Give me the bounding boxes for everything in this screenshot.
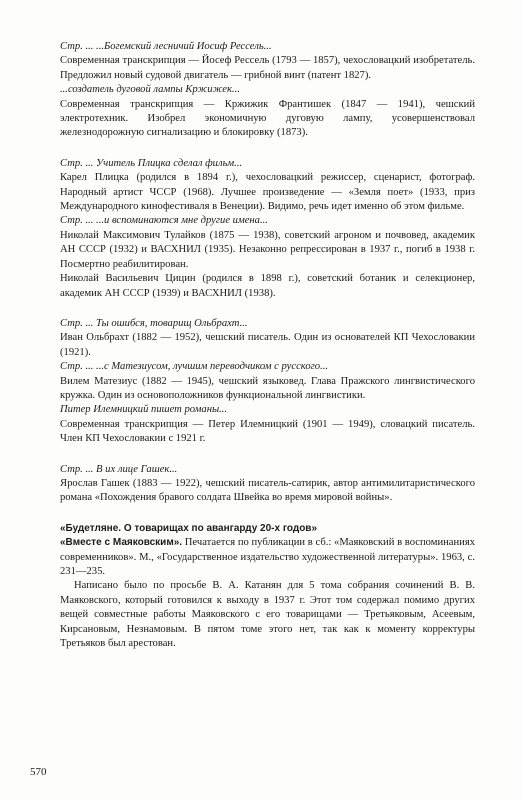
section-title: «Будетляне. О товарищах по авангарду 20-х годов» (60, 522, 318, 534)
section-lead (60, 536, 475, 579)
note-text: Современная транскрипция — Петер Илемницкий (1901 — 1949), словацкий писатель. Член КП Чехословакии с 1921 г. (60, 418, 475, 445)
note-text: Карел Плицка (родился в 1894 г.), чехословацкий режиссер, сценарист, фотограф. Народный артист ЧССР (1968). Лучшее произведение — «Земля поет» (1933, приз Международного кинофестиваля в Венеции). Видимо, речь идет именно об этом фильме. (60, 172, 475, 213)
notes-group-4 (60, 463, 475, 506)
note-text: Современная транскрипция — Кржижик Франтишек (1847 — 1941), чешский электротехник. Изобрел экономичную дуговую лампу, усовершенствовал железнодорожную сигнализацию и блокировку (1873). (60, 98, 475, 139)
notes-column (60, 40, 475, 651)
section-budetlyane (60, 522, 475, 652)
note-text: Николай Максимович Тулайков (1875 — 1938), советский агроном и почвовед, академик АН СССР (1932) и ВАСХНИЛ (1935). Незаконно репрессирован в 1937 г., погиб в 1938 г. Посмертно реабилитирован. (60, 229, 475, 270)
note-heading: Стр. ... ...Богемский лесничий Иосиф Рессель... (60, 41, 272, 52)
section-paragraph: Написано было по просьбе В. А. Катанян для 5 тома собрания сочинений В. В. Маяковского, который готовился к выходу в 1937 г. Этот том содержал помимо других вещей совместные работы Маяковского с его товарищами — Третьяковым, Асеевым, Кирсановым, Незнамовым. В пятом томе этого нет, так как к моменту корректуры Третьяков был арестован. (60, 580, 475, 650)
note-text: Иван Ольбрахт (1882 — 1952), чешский писатель. Один из основателей КП Чехословакии (1921). (60, 332, 475, 358)
note-text: Ярослав Гашек (1883 — 1922), чешский писатель-сатирик, автор антимилитаристического романа «Похождения бравого солдата Швейка во время мировой войны». (60, 477, 475, 504)
note-heading: Питер Илемницкий пишет романы... (60, 404, 228, 416)
note-heading: Стр. ... ...и вспоминаются мне другие имена... (60, 215, 268, 227)
notes-group-3 (60, 317, 475, 447)
note-heading: Стр. ... Учитель Плицка сделал фильм... (60, 157, 243, 169)
lead-title: «Вместе с Маяковским». (60, 537, 183, 549)
lead-text: Печатается по публикации в сб.: «Маяковский в воспоминаниях современников». М., «Государственное издательство художественной литературы». 1963, с. 231—235. (60, 537, 475, 577)
note-heading: Стр. ... Ты ошибся, товарищ Ольбрахт... (60, 317, 248, 329)
note-heading: Стр. ... ...с Матезиусом, лучшим переводчиком с русского... (60, 361, 329, 373)
note-heading: ...создатель дуговой лампы Кржижек... (60, 84, 240, 96)
notes-group-1 (60, 40, 475, 141)
note-text: Современная транскрипция — Йосеф Рессель (1793 — 1857), чехословацкий изобретатель. Предложил новый судовой двигатель — грибной винт (патент 1827). (60, 55, 475, 81)
page-number: 570 (30, 766, 47, 778)
note-text: Николай Васильевич Цицин (родился в 1898 г.), советский ботаник и селекционер, академик АН СССР (1939) и ВАСХНИЛ (1938). (60, 273, 475, 299)
note-text: Вилем Матезиус (1882 — 1945), чешский языковед. Глава Пражского лингвистического кружка. Один из основоположников функциональной лингвистики. (60, 375, 475, 401)
note-heading: Стр. ... В их лице Гашек... (60, 463, 178, 475)
notes-group-2 (60, 157, 475, 301)
